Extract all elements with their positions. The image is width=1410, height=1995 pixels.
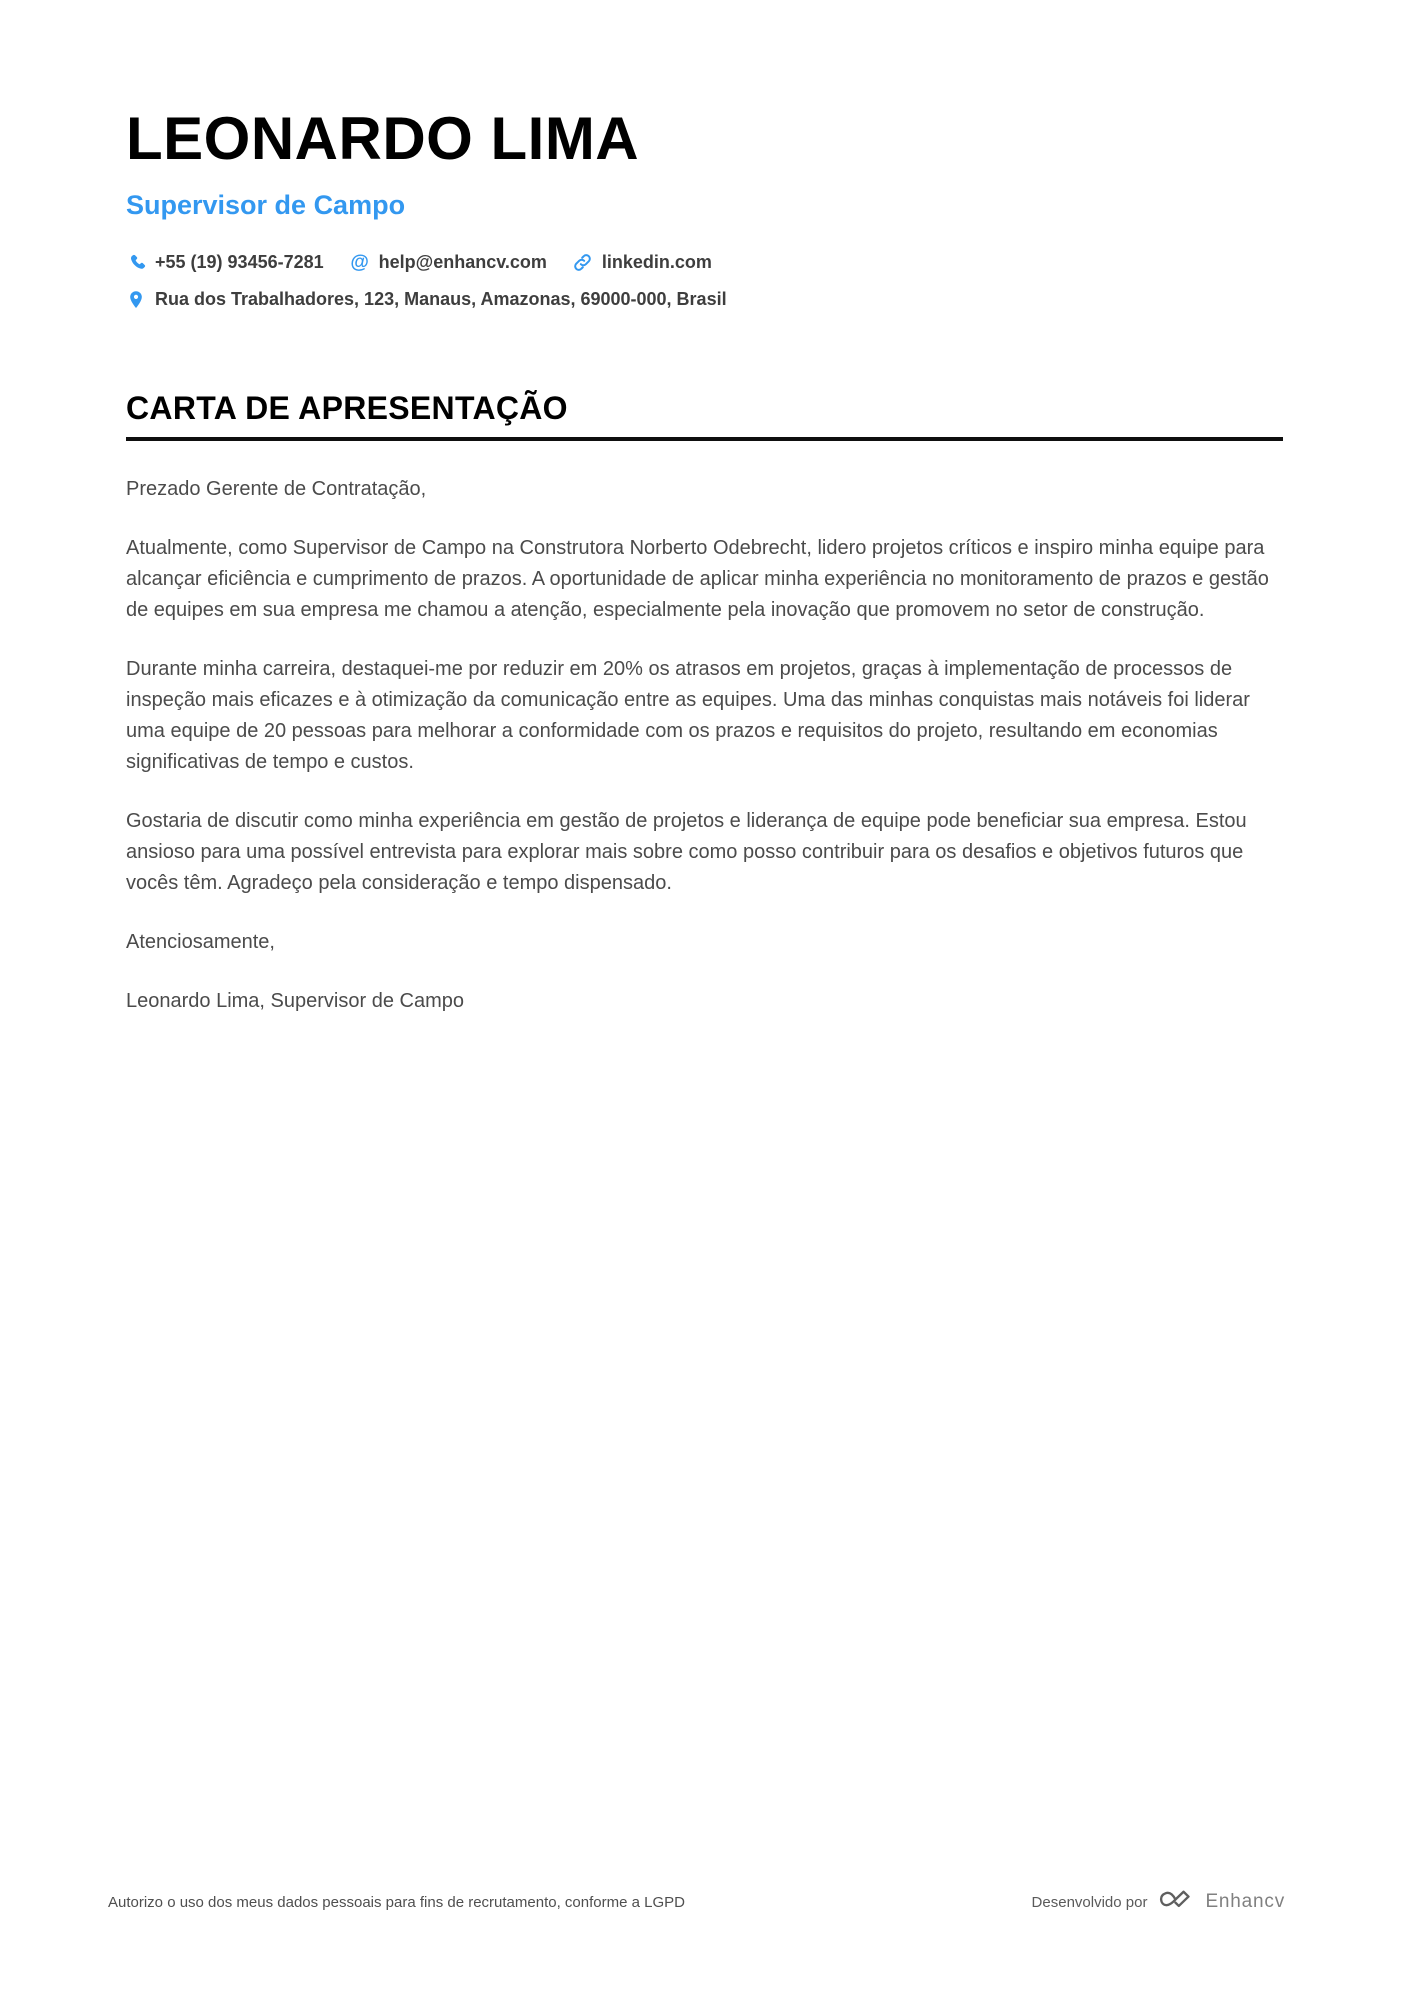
enhancv-logo-icon [1158, 1888, 1194, 1916]
letter-paragraph: Durante minha carreira, destaquei-me por reduzir em 20% os atrasos em projetos, graças à implementação de processos de inspeção mais eficazes e à otimização da comunicação entre as equipes. Uma das minhas conquistas mais notáveis foi liderar uma equipe de 20 pessoas para melhorar a conformidade com os prazos e requisitos do projeto, resultando em economias significativas de tempo e custos. [126, 658, 1250, 773]
section-title: CARTA DE APRESENTAÇÃO [126, 390, 1283, 441]
letter-signature: Leonardo Lima, Supervisor de Campo [126, 990, 464, 1012]
job-title: Supervisor de Campo [126, 190, 406, 220]
at-icon: @ [350, 251, 369, 273]
phone-link[interactable] [126, 252, 324, 273]
link-icon [573, 253, 593, 273]
linkedin-link[interactable] [573, 252, 712, 273]
contact-row-primary [126, 252, 1283, 273]
person-name: LEONARDO LIMA [126, 105, 640, 172]
location-icon [126, 290, 146, 310]
gdpr-notice: Autorizo o uso dos meus dados pessoais para fins de recrutamento, conforme a LGPD [108, 1893, 685, 1911]
page-content [126, 0, 1283, 1017]
powered-by-label: Desenvolvido por [1031, 1893, 1148, 1911]
powered-by-enhancv-link[interactable] [1032, 1888, 1285, 1916]
letter-closing: Atenciosamente, [126, 931, 275, 953]
enhancv-wordmark: Enhancv [1205, 1891, 1285, 1912]
contact-row-secondary [126, 289, 1283, 310]
letter-paragraph: Atualmente, como Supervisor de Campo na Construtora Norberto Odebrecht, lidero projetos críticos e inspiro minha equipe para alcançar eficiência e cumprimento de prazos. A oportunidade de aplicar minha experiência no monitoramento de prazos e gestão de equipes em sua empresa me chamou a atenção, especialmente pela inovação que promovem no setor de construção. [126, 537, 1269, 621]
address-text: Rua dos Trabalhadores, 123, Manaus, Amazonas, 69000-000, Brasil [155, 289, 727, 309]
letter-salutation: Prezado Gerente de Contratação, [126, 478, 427, 500]
phone-icon [126, 253, 146, 273]
page-footer [108, 1888, 1285, 1916]
linkedin-url: linkedin.com [601, 252, 712, 272]
letter-body [126, 474, 1283, 1017]
phone-number: +55 (19) 93456-7281 [155, 252, 324, 272]
address-item [126, 289, 727, 310]
letter-paragraph: Gostaria de discutir como minha experiência em gestão de projetos e liderança de equipe pode beneficiar sua empresa. Estou ansioso para uma possível entrevista para explorar mais sobre como posso contribuir para os desafios e objetivos futuros que vocês têm. Agradeço pela consideração e tempo dispensado. [126, 810, 1247, 894]
email-address: help@enhancv.com [378, 252, 547, 272]
email-link[interactable] [350, 252, 547, 273]
